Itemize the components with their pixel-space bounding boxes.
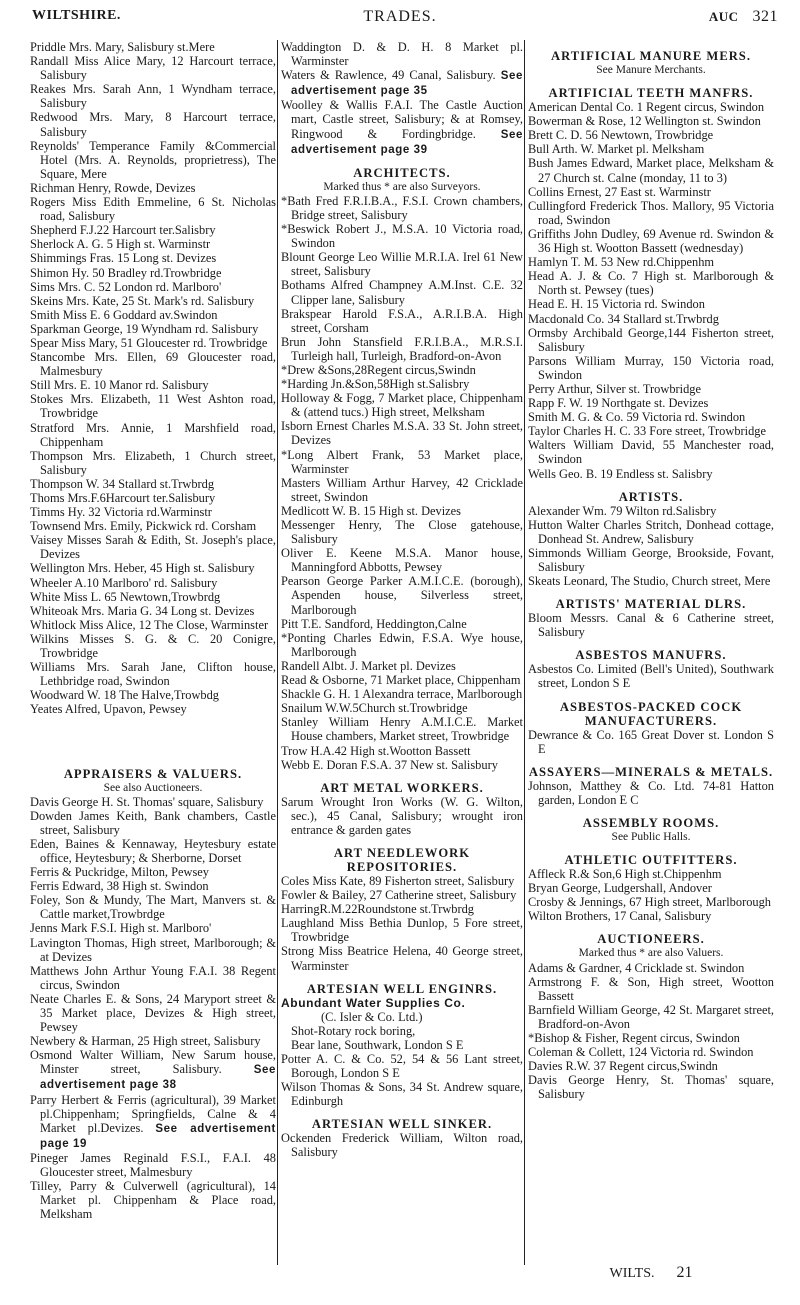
footer-number: 21 — [676, 1264, 693, 1281]
directory-entry — [281, 916, 523, 944]
directory-entry — [30, 54, 276, 82]
directory-entry — [281, 659, 523, 673]
entry-text: Whitlock Miss Alice, 12 The Close, Warminster — [30, 617, 269, 632]
entry-text: Simmonds William George, Brookside, Fovant, Salisbury — [528, 545, 774, 574]
directory-entry — [30, 139, 276, 181]
entry-text: Ferris Edward, 38 High st. Swindon — [30, 879, 209, 894]
advertiser-detail: (C. Isler & Co. Ltd.) — [321, 1009, 423, 1024]
directory-entry — [528, 518, 774, 546]
directory-entry — [281, 1131, 523, 1159]
directory-entry — [281, 98, 523, 156]
directory-entry — [528, 410, 774, 424]
directory-entry — [528, 1073, 774, 1101]
entry-text: Asbestos Co. Limited (Bell's United), Southwark street, London S E — [528, 662, 774, 691]
entry-text: Skeins Mrs. Kate, 25 St. Mark's rd. Salisbury — [30, 293, 255, 308]
cross-reference-note: See Manure Merchants. — [596, 64, 706, 76]
running-head-section: TRADES. — [363, 8, 437, 25]
advertisement-reference: See advertisement page 35 — [291, 70, 523, 98]
entry-text: Brett C. D. 56 Newtown, Trowbridge — [528, 128, 714, 143]
entry-text: Parsons William Murray, 150 Victoria road, Swindon — [528, 353, 774, 382]
entry-text: Reynolds' Temperance Family &Commercial Hotel (Mrs. A. Reynolds, proprietress), The Square, Mere — [30, 138, 276, 181]
directory-entry — [528, 611, 774, 639]
directory-entry — [30, 251, 276, 265]
directory-entry — [30, 308, 276, 322]
directory-entry — [281, 377, 523, 391]
directory-entry — [528, 100, 774, 114]
entry-text: Still Mrs. E. 10 Manor rd. Salisbury — [30, 378, 209, 393]
directory-entry — [528, 546, 774, 574]
entry-text: Bloom Messrs. Canal & 6 Catherine street, Salisbury — [528, 611, 774, 640]
directory-entry — [528, 128, 774, 142]
cross-reference-note: See Public Halls. — [611, 830, 691, 843]
entry-text: Reakes Mrs. Sarah Ann, 1 Wyndham terrace, Salisbury — [30, 82, 276, 111]
directory-entry — [30, 604, 276, 618]
directory-entry — [281, 448, 523, 476]
entry-text: Strong Miss Beatrice Helena, 40 George street, Warminster — [281, 944, 523, 973]
trade-heading: ASSEMBLY ROOMS. — [582, 815, 720, 830]
entry-text: Hutton Walter Charles Stritch, Donhead cottage, Donhead St. Andrew, Salisbury — [528, 517, 774, 546]
directory-entry — [30, 1179, 276, 1221]
entry-text: Messenger Henry, The Close gatehouse, Salisbury — [281, 518, 523, 547]
directory-entry — [281, 363, 523, 377]
directory-entry — [30, 519, 276, 533]
directory-entry — [30, 82, 276, 110]
entry-text: Spear Miss Mary, 51 Gloucester rd. Trowbridge — [30, 335, 268, 350]
entry-text: *Drew &Sons,28Regent circus,Swindn — [281, 362, 476, 377]
entry-text: Perry Arthur, Silver st. Trowbridge — [528, 381, 701, 396]
entry-text: Whiteoak Mrs. Maria G. 34 Long st. Devizes — [30, 603, 255, 618]
directory-entry — [528, 382, 774, 396]
entry-text: Davis George Henry, St. Thomas' square, Salisbury — [528, 1073, 774, 1102]
directory-entry — [528, 142, 774, 156]
entry-text: Stanley William Henry A.M.I.C.E. Market House chambers, Market street, Trowbridge — [281, 715, 523, 744]
cross-reference-note: Marked thus * are also Surveyors. — [323, 180, 481, 193]
directory-entry — [30, 181, 276, 195]
cross-reference-note: Marked thus * are also Valuers. — [578, 947, 724, 960]
advertisement-reference: See advertisement page 19 — [40, 1122, 276, 1150]
directory-entry — [528, 312, 774, 326]
entry-text: Hamlyn T. M. 53 New rd.Chippenhm — [528, 255, 715, 270]
entry-text: Lavington Thomas, High street, Marlborough; & at Devizes — [30, 935, 276, 964]
trade-heading: ARTIFICIAL TEETH MANFRS. — [548, 86, 754, 101]
directory-entry — [30, 195, 276, 223]
cross-reference-note: See also Auctioneers. — [103, 781, 203, 794]
directory-entry — [528, 728, 774, 756]
directory-entry — [30, 936, 276, 964]
directory-entry — [281, 574, 523, 616]
directory-entry — [281, 307, 523, 335]
entry-text: Laughland Miss Bethia Dunlop, 5 Fore street, Trowbridge — [281, 916, 523, 945]
directory-entry — [30, 1048, 276, 1092]
entry-text: Waddington D. & D. H. 8 Market pl. Warminster — [281, 40, 523, 69]
directory-entry — [30, 688, 276, 702]
directory-entry — [30, 266, 276, 280]
entry-text: Walters William David, 55 Manchester road, Swindon — [528, 438, 774, 467]
entry-text: Snailum W.W.5Church st.Trowbridge — [281, 701, 468, 716]
trade-heading: ASBESTOS-PACKED COCK MANUFACTURERS. — [559, 699, 743, 728]
directory-entry — [281, 546, 523, 574]
directory-entry — [30, 223, 276, 237]
entry-text: Foley, Son & Mundy, The Mart, Manvers st. & Cattle market,Trowbrdge — [30, 893, 276, 922]
directory-entry — [30, 576, 276, 590]
directory-entry — [528, 1031, 774, 1045]
entry-text: Brun John Stansfield F.R.I.B.A., M.R.S.I. Turleigh hall, Turleigh, Bradford-on-Avon — [281, 334, 523, 363]
entry-text: Brakspear Harold F.S.A., A.R.I.B.A. High street, Corsham — [281, 306, 523, 335]
running-head-page — [709, 8, 778, 26]
entry-text: Yeates Alfred, Upavon, Pewsey — [30, 702, 187, 717]
directory-entry — [281, 518, 523, 546]
trade-heading: AUCTIONEERS. — [597, 932, 705, 947]
directory-entry — [281, 419, 523, 447]
entry-text: Armstrong F. & Son, High street, Wootton Bassett — [528, 974, 774, 1003]
entry-text: Williams Mrs. Sarah Jane, Clifton house, Lethbridge road, Swindon — [30, 660, 276, 689]
entry-text: Ferris & Puckridge, Milton, Pewsey — [30, 865, 209, 880]
entry-text: Bryan George, Ludgershall, Andover — [528, 881, 712, 896]
directory-entry — [528, 1059, 774, 1073]
trade-heading: ARTIFICIAL MANURE MERS. — [551, 49, 751, 63]
directory-entry — [30, 110, 276, 138]
entry-text: Adams & Gardner, 4 Cricklade st. Swindon — [528, 960, 745, 975]
entry-text: Webb E. Doran F.S.A. 37 New st. Salisbury — [281, 757, 498, 772]
directory-entry — [281, 1080, 523, 1108]
trade-heading: ARTISTS' MATERIAL DLRS. — [555, 597, 747, 612]
entry-text: Priddle Mrs. Mary, Salisbury st.Mere — [30, 40, 215, 54]
directory-entry — [281, 617, 523, 631]
entry-text: Stokes Mrs. Elizabeth, 11 West Ashton road, Trowbridge — [30, 392, 276, 421]
trade-heading: ARTISTS. — [618, 489, 684, 504]
directory-entry — [30, 392, 276, 420]
entry-text: Newbery & Harman, 25 High street, Salisbury — [30, 1034, 261, 1049]
entry-text: Pineger James Reginald F.S.I., F.A.I. 48 Gloucester street, Malmesbury — [30, 1150, 276, 1180]
entry-text: *Long Albert Frank, 53 Market place, Warminster — [281, 447, 523, 476]
entry-text: Cullingford Frederick Thos. Mallory, 95 Victoria road, Swindon — [528, 198, 774, 227]
entry-text: Johnson, Matthey & Co. Ltd. 74-81 Hatton garden, London E C — [528, 778, 774, 807]
directory-entry — [30, 1093, 276, 1151]
entry-text: Rogers Miss Edith Emmeline, 6 St. Nicholas road, Salisbury — [30, 195, 276, 224]
entry-text: Timms Hy. 32 Victoria rd.Warminstr — [30, 505, 212, 520]
directory-entry — [528, 354, 774, 382]
directory-entry — [281, 715, 523, 743]
directory-entry — [528, 156, 774, 184]
entry-text: Head A. J. & Co. 7 High st. Marlborough & North st. Pewsey (tues) — [528, 269, 774, 298]
entry-text: Blount George Leo Willie M.R.I.A. Irel 61 New street, Salisbury — [281, 250, 523, 279]
trade-heading: ARCHITECTS. — [353, 165, 451, 180]
directory-entry — [528, 255, 774, 269]
entry-text: Davies R.W. 37 Regent circus,Swindn — [528, 1059, 718, 1074]
directory-entry — [30, 964, 276, 992]
entry-text: Richman Henry, Rowde, Devizes — [30, 180, 196, 195]
entry-text: Osmond Walter William, New Sarum house, Minster street, Salisbury. — [30, 1048, 276, 1077]
directory-entry — [281, 758, 523, 772]
directory-entry — [30, 809, 276, 837]
directory-entry — [528, 269, 774, 297]
directory-entry — [281, 504, 523, 518]
directory-entry — [281, 335, 523, 363]
directory-entry — [30, 992, 276, 1034]
entry-text: Randell Albt. J. Market pl. Devizes — [281, 658, 456, 673]
directory-entry — [281, 902, 523, 916]
directory-entry — [30, 893, 276, 921]
entry-text: Smith Miss E. 6 Goddard av.Swindon — [30, 307, 218, 322]
directory-entry — [528, 467, 774, 481]
entry-text: Barnfield William George, 42 St. Margaret street, Bradford-on-Avon — [528, 1002, 774, 1031]
running-head-county: WILTSHIRE. — [32, 8, 121, 23]
entry-text: Davis George H. St. Thomas' square, Salisbury — [30, 794, 264, 809]
entry-text: Rapp F. W. 19 Northgate st. Devizes — [528, 396, 709, 411]
entry-text: Wellington Mrs. Heber, 45 High st. Salisbury — [30, 561, 255, 576]
directory-entry — [30, 533, 276, 561]
directory-entry — [30, 795, 276, 809]
directory-entry — [30, 449, 276, 477]
entry-text: Dowden James Keith, Bank chambers, Castle street, Salisbury — [30, 808, 276, 837]
directory-entry — [30, 280, 276, 294]
trade-heading: APPRAISERS & VALUERS. — [63, 766, 243, 781]
directory-entry — [30, 350, 276, 378]
entry-text: Read & Osborne, 71 Market place, Chippenham — [281, 673, 521, 688]
entry-text: Wheeler A.10 Marlboro' rd. Salisbury — [30, 575, 218, 590]
entry-text: Pitt T.E. Sandford, Heddington,Calne — [281, 616, 467, 631]
column-divider — [277, 40, 278, 1265]
directory-entry — [528, 662, 774, 690]
directory-entry — [30, 294, 276, 308]
entry-text: HarringR.M.22Roundstone st.Trwbrdg — [281, 902, 474, 917]
directory-entry — [281, 278, 523, 306]
directory-entry — [30, 632, 276, 660]
entry-text: Parry Herbert & Ferris (agricultural), 39 Market pl.Chippenham; Springfields, Calne & 4 Market pl.Devizes. — [30, 1092, 276, 1135]
column-divider — [524, 40, 525, 1265]
entry-text: Vaisey Misses Sarah & Edith, St. Joseph's place, Devizes — [30, 533, 276, 562]
entry-text: Smith M. G. & Co. 59 Victoria rd. Swindon — [528, 410, 746, 425]
entry-text: Ockenden Frederick William, Wilton road, Salisbury — [281, 1131, 523, 1160]
directory-entry — [528, 961, 774, 975]
entry-text: Coles Miss Kate, 89 Fisherton street, Salisbury — [281, 873, 515, 888]
directory-entry — [528, 1045, 774, 1059]
directory-entry — [30, 702, 276, 716]
trade-heading: ASBESTOS MANUFRS. — [575, 648, 727, 663]
entry-text: Taylor Charles H. C. 33 Fore street, Trowbridge — [528, 424, 766, 439]
directory-entry — [528, 881, 774, 895]
directory-entry — [281, 194, 523, 222]
entry-text: *Beswick Robert J., M.S.A. 10 Victoria road, Swindon — [281, 222, 523, 251]
column-right — [528, 40, 774, 1101]
entry-text: Neate Charles E. & Sons, 24 Maryport street & 35 Market place, Devizes & High street, Pewsey — [30, 991, 276, 1035]
directory-entry — [30, 590, 276, 604]
directory-entry — [528, 114, 774, 128]
entry-text: Oliver E. Keene M.S.A. Manor house, Manningford Abbotts, Pewsey — [281, 546, 523, 575]
entry-text: Potter A. C. & Co. 52, 54 & 56 Lant street, Borough, London S E — [281, 1052, 523, 1081]
page-number: 321 — [752, 8, 778, 25]
footer-label: WILTS. — [609, 1266, 655, 1281]
directory-entry — [281, 673, 523, 687]
trade-heading: ART METAL WORKERS. — [320, 780, 484, 795]
entry-text: *Harding Jn.&Son,58High st.Salisbry — [281, 377, 470, 392]
directory-entry — [281, 631, 523, 659]
entry-text: Fowler & Bailey, 27 Catherine street, Salisbury — [281, 888, 517, 903]
directory-entry — [30, 322, 276, 336]
directory-entry — [30, 378, 276, 392]
entry-text: Tilley, Parry & Culverwell (agricultural), 14 Market pl. Chippenham & Place road, Melksham — [30, 1179, 276, 1222]
directory-entry — [30, 336, 276, 350]
directory-entry — [30, 879, 276, 893]
entry-text: Ormsby Archibald George,144 Fisherton street, Salisbury — [528, 325, 774, 354]
entry-text: Bothams Alfred Champney A.M.Inst. C.E. 32 Clipper lane, Salisbury — [281, 278, 523, 307]
directory-entry — [281, 476, 523, 504]
entry-text: Bowerman & Rose, 12 Wellington st. Swindon — [528, 114, 761, 129]
directory-entry — [30, 1151, 276, 1179]
entry-text: Stratford Mrs. Annie, 1 Marshfield road, Chippenham — [30, 420, 276, 449]
directory-entry — [30, 865, 276, 879]
directory-entry — [528, 424, 774, 438]
column-middle — [281, 40, 523, 1160]
directory-entry — [528, 504, 774, 518]
directory-entry — [30, 237, 276, 251]
directory-entry — [281, 701, 523, 715]
entry-text: Alexander Wm. 79 Wilton rd.Salisbry — [528, 503, 717, 518]
directory-entry — [30, 1034, 276, 1048]
entry-text: Wilton Brothers, 17 Canal, Salisbury — [528, 909, 712, 924]
entry-text: Crosby & Jennings, 67 High street, Marlborough — [528, 895, 771, 910]
directory-entry — [30, 40, 276, 54]
directory-entry — [281, 874, 523, 888]
directory-entry — [281, 944, 523, 972]
entry-text: Thompson W. 34 Stallard st.Trwbrdg — [30, 476, 215, 491]
directory-entry — [528, 909, 774, 923]
entry-text: Skeats Leonard, The Studio, Church street, Mere — [528, 574, 771, 589]
directory-entry — [30, 421, 276, 449]
directory-entry — [528, 1003, 774, 1031]
entry-text: White Miss L. 65 Newtown,Trowbrdg — [30, 589, 221, 604]
directory-entry — [281, 391, 523, 419]
directory-entry — [528, 185, 774, 199]
entry-text: Sparkman George, 19 Wyndham rd. Salisbury — [30, 321, 259, 336]
directory-entry — [528, 199, 774, 227]
directory-entry — [528, 227, 774, 255]
entry-text: Woolley & Wallis F.A.I. The Castle Auction mart, Castle street, Salisbury; & at Romsey, Ringwood & Fordingbridge. — [281, 98, 523, 141]
entry-text: Holloway & Fogg, 7 Market place, Chippenham & (attend tucs.) High street, Melksham — [281, 391, 523, 420]
entry-text: Bush James Edward, Market place, Melksham & 27 Church st. Calne (monday, 11 to 3) — [528, 156, 774, 185]
entry-text: Redwood Mrs. Mary, 8 Harcourt terrace, Salisbury — [30, 110, 276, 139]
entry-text: Thompson Mrs. Elizabeth, 1 Church street, Salisbury — [30, 448, 276, 477]
directory-entry — [30, 477, 276, 491]
advertiser-detail: Shot-Rotary rock boring, — [291, 1023, 416, 1038]
entry-text: Affleck R.& Son,6 High st.Chippenhm — [528, 867, 722, 882]
entry-text: Collins Ernest, 27 East st. Warminstr — [528, 184, 711, 199]
directory-entry — [30, 561, 276, 575]
entry-text: Waters & Rawlence, 49 Canal, Salisbury. — [281, 68, 496, 83]
directory-entry — [528, 396, 774, 410]
index-letters: AUC — [708, 9, 739, 24]
advertisement-listing — [281, 996, 523, 1052]
directory-entry — [528, 867, 774, 881]
directory-entry — [528, 975, 774, 1003]
directory-entry — [281, 40, 523, 68]
column-left — [30, 40, 276, 1221]
directory-entry — [528, 326, 774, 354]
trade-heading: ARTESIAN WELL ENGINRS. — [306, 981, 498, 996]
directory-entry — [30, 491, 276, 505]
directory-entry — [528, 297, 774, 311]
entry-text: Medlicott W. B. 15 High st. Devizes — [281, 503, 461, 518]
entry-text: Macdonald Co. 34 Stallard st.Trwbrdg — [528, 311, 719, 326]
entry-text: Masters William Arthur Harvey, 42 Cricklade street, Swindon — [281, 475, 523, 504]
entry-text: Wilkins Misses S. G. & C. 20 Conigre, Trowbridge — [30, 631, 276, 661]
trade-heading: ASSAYERS—MINERALS & METALS. — [528, 764, 774, 779]
directory-entry — [281, 888, 523, 902]
entry-text: Wilson Thomas & Sons, 34 St. Andrew square, Edinburgh — [281, 1080, 523, 1109]
entry-text: Dewrance & Co. 165 Great Dover st. London S E — [528, 727, 774, 756]
entry-text: *Ponting Charles Edwin, F.S.A. Wye house, Marlborough — [281, 630, 523, 659]
entry-text: Woodward W. 18 The Halve,Trowbdg — [30, 688, 219, 703]
directory-entry — [281, 68, 523, 98]
entry-text: Townsend Mrs. Emily, Pickwick rd. Corsham — [30, 519, 257, 534]
entry-text: *Bishop & Fisher, Regent circus, Swindon — [528, 1030, 740, 1045]
entry-text: Eden, Baines & Kennaway, Heytesbury estate office, Heytesbury; & Sherborne, Dorset — [30, 836, 276, 865]
directory-entry — [30, 921, 276, 935]
entry-text: Sims Mrs. C. 52 London rd. Marlboro' — [30, 279, 222, 294]
directory-entry — [281, 222, 523, 250]
entry-text: Pearson George Parker A.M.I.C.E. (borough), Aspenden house, Silverless street, Marlborough — [281, 574, 523, 617]
trade-heading: ATHLETIC OUTFITTERS. — [564, 853, 738, 868]
advertisement-reference: See advertisement page 39 — [291, 128, 523, 156]
directory-entry — [281, 744, 523, 758]
trade-heading: ART NEEDLEWORK REPOSITORIES. — [333, 845, 471, 874]
advertiser-detail: Bear lane, Southwark, London S E — [291, 1037, 464, 1052]
entry-text: Trow H.A.42 High st.Wootton Bassett — [281, 743, 471, 758]
directory-entry — [281, 795, 523, 837]
entry-text: Shimmings Fras. 15 Long st. Devizes — [30, 251, 217, 266]
entry-text: Sherlock A. G. 5 High st. Warminstr — [30, 237, 211, 252]
trade-heading: ARTESIAN WELL SINKER. — [311, 1117, 493, 1132]
advertisement-reference: See advertisement page 38 — [40, 1064, 276, 1092]
entry-text: Bull Arth. W. Market pl. Melksham — [528, 142, 705, 157]
entry-text: Wells Geo. B. 19 Endless st. Salisbry — [528, 466, 713, 481]
entry-text: Shimon Hy. 50 Bradley rd.Trowbridge — [30, 265, 222, 280]
directory-entry — [30, 618, 276, 632]
directory-entry — [528, 779, 774, 807]
entry-text: Shackle G. H. 1 Alexandra terrace, Marlborough — [281, 687, 523, 702]
entry-text: Griffiths John Dudley, 69 Avenue rd. Swindon & 36 High st. Wootton Bassett (wednesday) — [528, 226, 774, 256]
entry-text: Randall Miss Alice Mary, 12 Harcourt terrace, Salisbury — [30, 54, 276, 83]
directory-entry — [30, 505, 276, 519]
entry-text: American Dental Co. 1 Regent circus, Swindon — [528, 100, 765, 115]
entry-text: *Bath Fred F.R.I.B.A., F.S.I. Crown chambers, Bridge street, Salisbury — [281, 193, 523, 222]
entry-text: Head E. H. 15 Victoria rd. Swindon — [528, 297, 705, 312]
entry-text: Thoms Mrs.F.6Harcourt ter.Salisbury — [30, 491, 216, 505]
entry-text: Matthews John Arthur Young F.A.I. 38 Regent circus, Swindon — [30, 963, 276, 992]
entry-text: Isborn Ernest Charles M.S.A. 33 St. John street, Devizes — [281, 419, 523, 448]
entry-text: Jenns Mark F.S.I. High st. Marlboro' — [30, 921, 212, 936]
directory-entry — [528, 438, 774, 466]
entry-text: Sarum Wrought Iron Works (W. G. Wilton, sec.), 45 Canal, Salisbury; wrought iron entrance & garden gates — [281, 794, 523, 837]
directory-entry — [281, 1052, 523, 1080]
directory-entry — [281, 250, 523, 278]
entry-text: Coleman & Collett, 124 Victoria rd. Swindon — [528, 1045, 754, 1060]
entry-text: Stancombe Mrs. Ellen, 69 Gloucester road, Malmesbury — [30, 350, 276, 379]
entry-text: Shepherd F.J.22 Harcourt ter.Salisbry — [30, 223, 216, 238]
page-footer — [528, 1264, 774, 1282]
directory-entry — [528, 574, 774, 588]
advertiser-name: Abundant Water Supplies Co. — [281, 995, 466, 1010]
directory-entry — [30, 660, 276, 688]
directory-entry — [30, 837, 276, 865]
directory-entry — [528, 895, 774, 909]
directory-entry — [281, 687, 523, 701]
